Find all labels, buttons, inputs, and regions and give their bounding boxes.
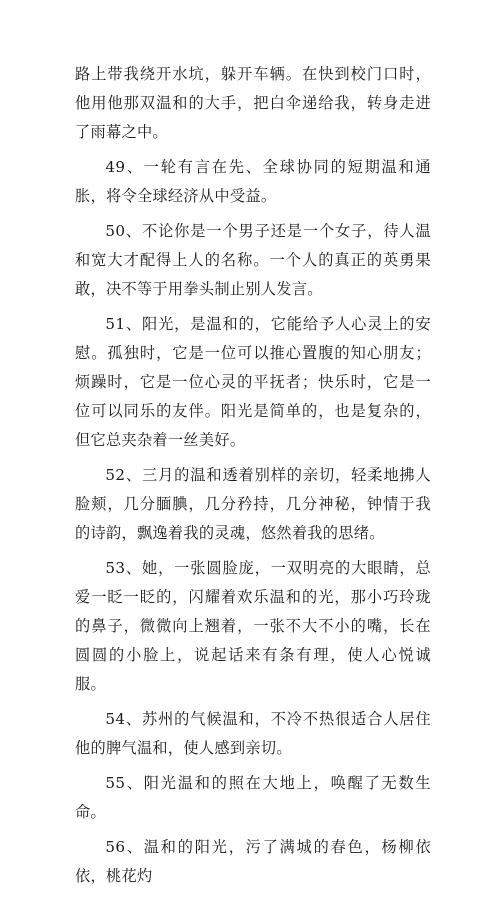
document-body [75, 60, 431, 897]
paragraph-53: 53、她，一张圆脸庞，一双明亮的大眼睛，总爱一眨一眨的，闪耀着欢乐温和的光，那小巧玲珑的鼻子，微微向上翘着，一张不大不小的嘴，长在圆圆的小脸上，说起话来有条有理，使人心悦诚服。 [75, 559, 431, 693]
paragraph-55: 55、阳光温和的照在大地上，唤醒了无数生命。 [75, 774, 431, 821]
paragraph-51: 51、阳光，是温和的，它能给予人心灵上的安慰。孤独时，它是一位可以推心置腹的知心朋友；烦躁时，它是一位心灵的平抚者；快乐时，它是一位可以同乐的友伴。阳光是简单的，也是复杂的，但它总夹杂着一丝美好。 [75, 315, 431, 449]
paragraph-52: 52、三月的温和透着别样的亲切，轻柔地拂人脸颊，几分腼腆，几分矜持，几分神秘，钟情于我的诗韵，飘逸着我的灵魂，悠然着我的思绪。 [75, 466, 431, 542]
paragraph-54: 54、苏州的气候温和，不冷不热很适合人居住他的脾气温和，使人感到亲切。 [75, 710, 431, 757]
paragraph-50: 50、不论你是一个男子还是一个女子，待人温和宽大才配得上人的名称。一个人的真正的英勇果敢，决不等于用拳头制止别人发言。 [75, 222, 431, 298]
paragraph-continued: 路上带我绕开水坑，躲开车辆。在快到校门口时，他用他那双温和的大手，把白伞递给我，转身走进了雨幕之中。 [75, 65, 431, 141]
paragraph-49: 49、一轮有言在先、全球协同的短期温和通胀，将令全球经济从中受益。 [75, 158, 431, 205]
paragraph-56: 56、温和的阳光，污了满城的春色，杨柳依依，桃花灼 [75, 838, 431, 885]
